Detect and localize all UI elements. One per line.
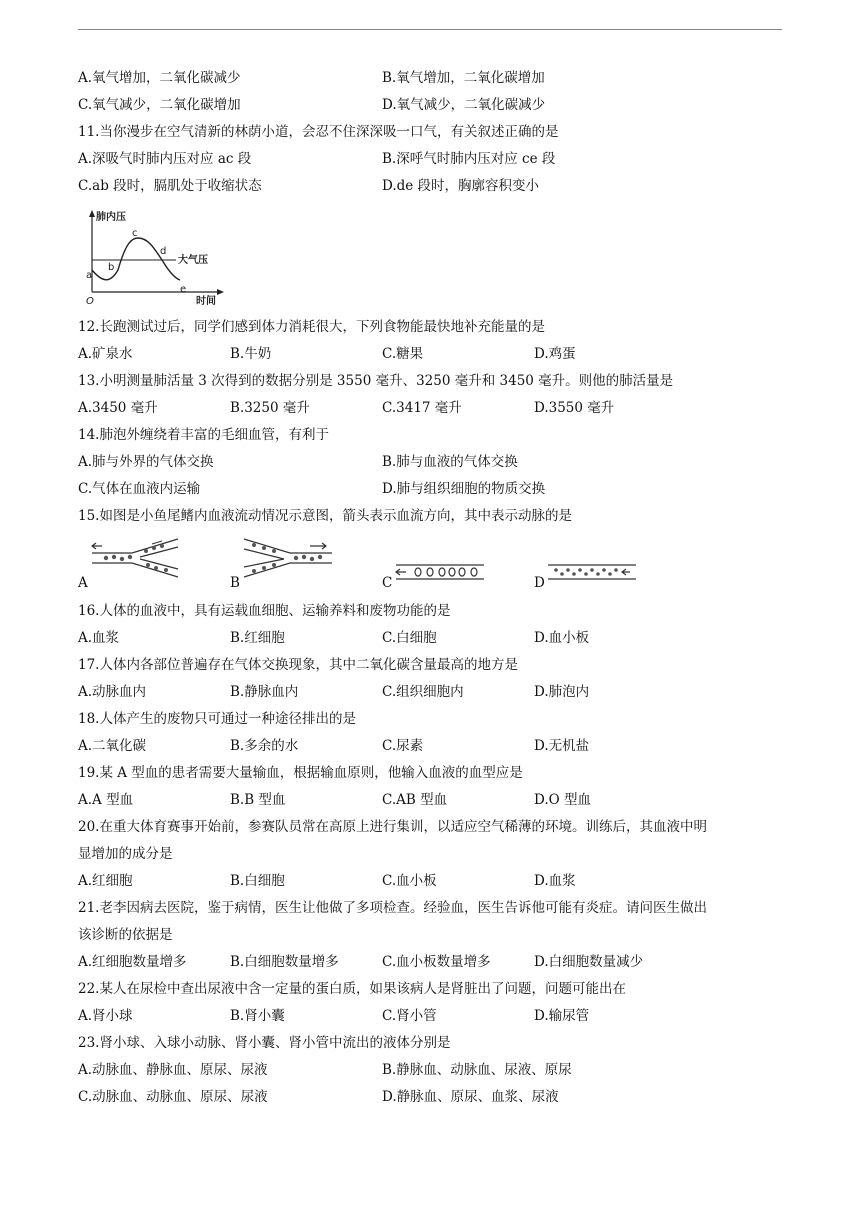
q20-option-c: C.血小板 [382,873,437,889]
q13-option-a: A.3450 毫升 [78,400,158,416]
q21-option-c: C.血小板数量增多 [382,954,491,970]
q14-option-b: B.肺与血液的气体交换 [382,454,518,470]
q11-stem: 11.当你漫步在空气清新的林荫小道，会忍不住深深吸一口气，有关叙述正确的是 [78,124,559,140]
q13-option-c: C.3417 毫升 [382,400,462,416]
vessel-figure-c [394,562,486,582]
q12-option-d: D.鸡蛋 [534,346,576,362]
q21-stem-line1: 21.老李因病去医院，鉴于病情，医生让他做了多项检查。经验血，医生告诉他可能有炎症。请问医生做出 [78,900,707,916]
q16-option-c: C.白细胞 [382,630,437,646]
q10-option-d: D.氧气减少，二氧化碳减少 [382,97,546,113]
q21-stem-line2: 该诊断的依据是 [78,927,173,943]
q18-option-b: B.多余的水 [230,738,299,754]
q15-stem: 15.如图是小鱼尾鳍内血液流动情况示意图，箭头表示血流方向，其中表示动脉的是 [78,508,572,524]
q20-option-d: D.血浆 [534,873,576,889]
q22-option-c: C.肾小管 [382,1008,437,1024]
q16-option-a: A.血浆 [78,630,120,646]
q11-option-a: A.深吸气时肺内压对应 ac 段 [78,151,252,167]
q12-stem: 12.长跑测试过后，同学们感到体力消耗很大，下列食物能最快地补充能量的是 [78,319,545,335]
q18-option-d: D.无机盐 [534,738,590,754]
point-a: a [86,270,93,281]
q13-stem: 13.小明测量肺活量 3 次得到的数据分别是 3550 毫升、3250 毫升和 3450 毫升。则他的肺活量是 [78,373,674,389]
q15-label-b: B [230,575,240,591]
q10-option-a: A.氧气增加，二氧化碳减少 [78,70,241,86]
x-axis-arrow [217,289,224,295]
q17-option-c: C.组织细胞内 [382,684,464,700]
header-rule [78,29,782,30]
q19-option-c: C.AB 型血 [382,792,448,808]
q16-option-b: B.红细胞 [230,630,285,646]
q20-option-b: B.白细胞 [230,873,285,889]
q10-option-c: C.氧气减少，二氧化碳增加 [78,97,241,113]
q11-option-c: C.ab 段时，膈肌处于收缩状态 [78,178,262,194]
vessel-figure-a [88,537,184,579]
y-axis-label: 肺内压 [96,212,126,223]
q15-label-d: D [534,575,545,591]
q18-option-c: C.尿素 [382,738,424,754]
q15-label-c: C [382,575,393,591]
q22-option-b: B.肾小囊 [230,1008,285,1024]
q22-option-d: D.输尿管 [534,1008,590,1024]
x-axis-label: 时间 [196,296,216,306]
q11-option-d: D.de 段时，胸廓容积变小 [382,178,540,194]
q18-stem: 18.人体产生的废物只可通过一种途径排出的是 [78,711,356,727]
q18-option-a: A.二氧化碳 [78,738,147,754]
q14-option-d: D.肺与组织细胞的物质交换 [382,481,546,497]
q16-option-d: D.血小板 [534,630,590,646]
atmospheric-label: 大气压 [178,255,208,266]
q10-option-b: B.氧气增加，二氧化碳增加 [382,70,545,86]
q19-option-b: B.B 型血 [230,792,286,808]
q21-option-b: B.白细胞数量增多 [230,954,339,970]
q17-option-b: B.静脉血内 [230,684,299,700]
vessel-figure-d [546,562,638,582]
q20-option-a: A.红细胞 [78,873,133,889]
vessel-figure-b [240,537,336,579]
y-axis-arrow [89,210,95,217]
q19-option-a: A.A 型血 [78,792,134,808]
q21-option-a: A.红细胞数量增多 [78,954,187,970]
q23-stem: 23.肾小球、入球小动脉、肾小囊、肾小管中流出的液体分别是 [78,1035,451,1051]
point-c: c [132,228,138,239]
q23-option-c: C.动脉血、动脉血、原尿、尿液 [78,1089,268,1105]
q14-option-c: C.气体在血液内运输 [78,481,201,497]
q12-option-b: B.牛奶 [230,346,272,362]
q15-label-a: A [78,575,88,591]
q20-stem-line2: 显增加的成分是 [78,846,173,862]
q12-option-c: C.糖果 [382,346,424,362]
q22-option-a: A.肾小球 [78,1008,133,1024]
point-d: d [160,246,167,257]
pressure-curve [92,238,180,280]
q16-stem: 16.人体的血液中，具有运载血细胞、运输养料和废物功能的是 [78,603,451,619]
origin-label: O [86,296,94,306]
q19-option-d: D.O 型血 [534,792,591,808]
q23-option-d: D.静脉血、原尿、血浆、尿液 [382,1089,559,1105]
q14-stem: 14.肺泡外缠绕着丰富的毛细血管，有利于 [78,427,329,443]
q11-option-b: B.深呼气时肺内压对应 ce 段 [382,151,556,167]
q23-option-b: B.静脉血、动脉血、尿液、原尿 [382,1062,572,1078]
q13-option-b: B.3250 毫升 [230,400,310,416]
q17-option-a: A.动脉血内 [78,684,147,700]
point-b: b [108,262,115,273]
q19-stem: 19.某 A 型血的患者需要大量输血，根据输血原则，他输入血液的血型应是 [78,765,523,781]
q13-option-d: D.3550 毫升 [534,400,615,416]
q22-stem: 22.某人在尿检中查出尿液中含一定量的蛋白质，如果该病人是肾脏出了问题，问题可能出在 [78,981,626,997]
q23-option-a: A.动脉血、静脉血、原尿、尿液 [78,1062,268,1078]
point-e: e [180,284,187,295]
lung-pressure-figure [80,208,230,306]
q17-stem: 17.人体内各部位普遍存在气体交换现象，其中二氧化碳含量最高的地方是 [78,657,518,673]
q14-option-a: A.肺与外界的气体交换 [78,454,214,470]
q12-option-a: A.矿泉水 [78,346,133,362]
q21-option-d: D.白细胞数量减少 [534,954,644,970]
q20-stem-line1: 20.在重大体育赛事开始前，参赛队员常在高原上进行集训，以适应空气稀薄的环境。训练后，其血液中明 [78,819,707,835]
q17-option-d: D.肺泡内 [534,684,590,700]
